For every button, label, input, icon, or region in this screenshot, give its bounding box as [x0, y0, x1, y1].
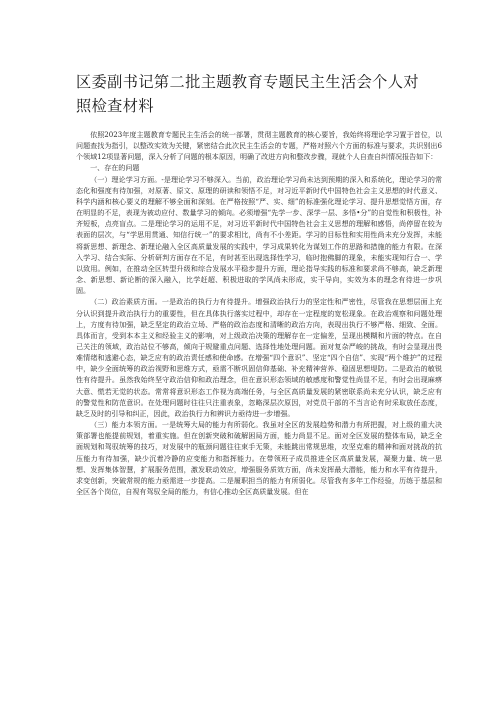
- paragraph-theory-study: （一）理论学习方面。-是理论学习不够深入。当前，政治理论学习尚未达到预期的深入和系统化，理论学习的常态化和强度有待加强，对原著、原文、原理的研读和领悟不足，对习近平新时代中国特色社会主义思想的时代意义、科学内涵和核心要义的理解不够全面和深刻。在严格按照“严、实、细”的标准强化理论学习、提升思想觉悟方面，存在明显的不足，表现为被动应付、数量学习的倾向。必须增强“先学一步、深学一层、多悟•分”的自觉性和积极性，补齐短板，点亮盲点。二是理论学习的运用不足，对习近平新时代中国特色社会主义思想的理解和感悟，尚停留在较为表面的层次，与“学思用贯通、知信行统一”的要求相比，尚有不小差距。学习的目标性和实用性尚未充分发挥，未能将新思想、新理念、新理论融入全区高质量发展的实践中，学习成果转化为谋划工作的思路和措施的能力有限。在深入学习、结合实际、分析研判方面存在不足，有时甚至出现选择性学习，临时抱佛脚的现象，未能实现知行合一、学以致用。例如，在推动全区转型升级和综合发展水平稳步提升方面，理论指导实践的标准和要求尚不够高，缺乏新理念、新思想、新论断的深入融入，比学赶超、积极进取的学风尚未形成，实干导向，实效为本的理念有待进一步巩固。: [76, 174, 442, 296]
- paragraph-ability: （三）能力本领方面。一是统筹大局的能力有所弱化。我虽对全区的发展趋势和潜力有所把握，对上级的重大决策部署也能提前规划，着重实施。但在创新突破和破解困局方面，能力尚显不足。面对全区发展的整体布局，缺乏全面规划和驾驭统筹的技巧，对发展中的瓶颈问题往往束手无策，未能跳出常规思维，攻坚克难的精神和面对挑战的抗压能力有待加强，缺少沉着冷静的应变能力和指挥能力。在带领班子成员推进全区高质量发展，凝聚力量、统一思想、发挥集体智慧，扩展服务范围，激发联动效应，增强服务质效方面，尚未发挥最大潜能，能力和水平有待提升，求变创新，突破常规的能力亟需进一步提高。二是履职担当的能力有所弱化。尽管我有多年工作经验，历练于基层和全区各个岗位，自视有驾驭全局的能力，有信心推动全区高质量发展。但在: [76, 420, 442, 496]
- intro-paragraph: 依照2023年度主题教育专题民主生活会的统一部署，贯彻主题教育的核心要旨，我始终将理论学习置于首位，以问题查找为指引，以整改实效为关键，紧密结合此次民主生活会的专题，严格对照六个方面的标准与要求，共识别出6个领域12项显著问题，深入分析了问题的根本原因，明确了改进方向和整改步骤，现就个人自查自纠情况报告如下：: [76, 130, 442, 162]
- title-line-2: 照检查材料: [76, 97, 154, 115]
- section-heading-problems: 一、存在的问题: [90, 163, 140, 173]
- paragraph-political-quality: （二）政治素质方面。一是政治的执行力有待提升。增强政治执行力的坚定性和严密性，尽管我在思想层面上充分认识到提升政治执行力的重要性，但在具体执行落实过程中，却存在一定程度的宽松现象。在政治观察和问题处理上，方度有待加强，缺乏坚定的政治立场、严格的政治态度和清晰的政治方向，表现出执行不够严格、细致、全面。具体而言，受到本本主义和经验主义的影响，对上级政治决策的理解存在一定偏差，呈现出模糊和片面的特点。在自己关注的领域，政治站位不够高，倾向于规避重点问题、选择性地处理问题。面对复杂严峻的挑战，有时会显现出畏难情绪和逃避心态，缺乏应有的政治责任感和使命感。在增强“四个意识”、坚定“四个自信”、实现“两个维护”的过程中，缺少全面统筹的政治视野和思维方式，亟需不断巩固信仰基础、补充精神营养、稳固思想堤防。二是政治的敏锐性有待提升。虽然我始终坚守政治信仰和政治理念，但在意识形态领域的敏感度和警觉性尚显不足，有时会出现麻痹大意、慌若无觉的状态。常常将意识形态工作视为高端任务，与全区高质量发展的紧密联系尚未充分认识，缺乏应有的警觉性和防范意识。在处理问题时往往只注重表象，忽略深层次原因，对党员干部的不当言论有时采取放任态度，缺乏及时的引导和纠正，因此，政治执行力和辨识力亟待进一步增强。: [76, 297, 442, 418]
- document-title: [76, 70, 442, 118]
- title-line-1: 区委副书记第二批主题教育专题民主生活会个人对: [76, 73, 419, 91]
